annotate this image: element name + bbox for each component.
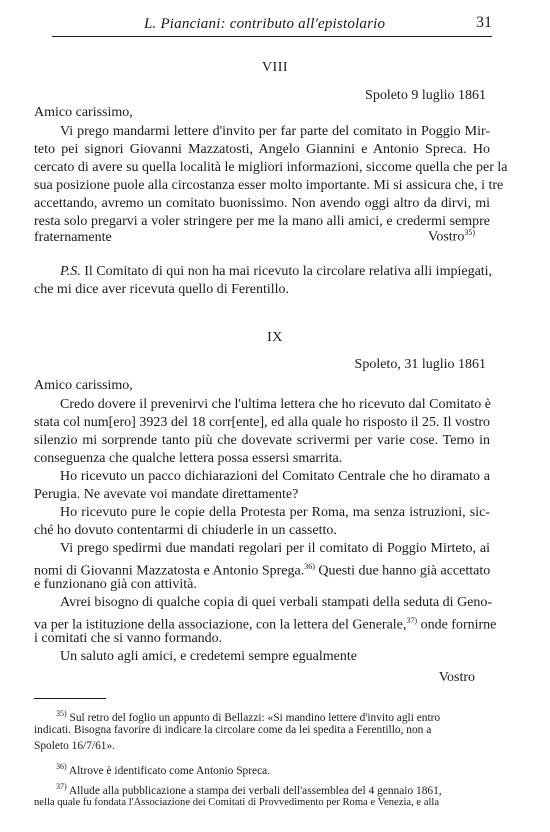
- letter-8-postscript: [60, 263, 493, 281]
- line-text: Questi due hanno già accettato: [318, 563, 491, 579]
- footnote-text: Altrove è identificato come Antonio Spreca.: [68, 764, 271, 777]
- letter-8-line: teto pei signori Giovanni Mazzatosti, Angelo Giannini e Antonio Spreca. Ho: [34, 142, 490, 157]
- letter-8-line: fraternamente: [34, 230, 112, 245]
- letter-8-line: sua posizione puole alla circostanza esser molto importante. Mi si assicura che, i tre: [34, 178, 504, 193]
- ps-line: Il Comitato di qui non ha mai ricevuto la circolare relativa alli impiegati,: [84, 264, 493, 279]
- footnote-text: Sul retro del foglio un appunto di Bellazzi: «Si mandino lettere d'invito agli entro: [69, 711, 441, 724]
- footnote-36: [56, 759, 270, 779]
- letter-8-line: Vi prego mandarmi lettere d'invito per far parte del comitato in Poggio Mir-: [60, 124, 490, 139]
- footnote-line: Spoleto 16/7/61».: [34, 740, 116, 752]
- letter-9-line: Vi prego spedirmi due mandati regolari per il comitato di Poggio Mirteto, ai: [60, 541, 490, 556]
- line-text: onde fornirne: [420, 617, 497, 633]
- header-title: L. Pianciani: contributo all'epistolario: [144, 16, 386, 32]
- letter-9-place-date: Spoleto, 31 luglio 1861: [354, 357, 486, 372]
- letter-8-numeral: VIII: [261, 60, 289, 75]
- letter-8-place-date: Spoleto 9 luglio 1861: [365, 88, 486, 103]
- letter-9-line: ché ho dovuto contentarmi di chiuderle in un cassetto.: [34, 523, 337, 538]
- footnote-line: nella quale fu fondata l'Associazione dei Comitati di Provvedimento per Roma e Venezia, e alla: [34, 797, 440, 808]
- letter-8-line: resta solo pregarvi a voler stringere per me la mano alli amici, e credermi sempre: [34, 214, 490, 229]
- letter-9-line: stata col num[ero] 3923 del 18 corr[ente], ed alla quale ho risposto il 25. Il vostro: [34, 415, 491, 430]
- line-text: va per la istituzione della associazione, con la lettera del Generale,: [34, 617, 407, 633]
- page-number: 31: [476, 14, 492, 31]
- ps-line: che mi dice aver ricevuta quello di Ferentillo.: [34, 282, 290, 297]
- footnote-ref-37: 37): [406, 616, 418, 625]
- letter-9-line: conseguenza che qualche lettera possa essersi smarrita.: [34, 451, 343, 466]
- running-header: [52, 14, 492, 37]
- letter-8-line: accettando, avremo un comitato buonissimo. Non avendo oggi altro da dirvi, mi: [34, 196, 490, 211]
- letter-9-line: e funzionano già con attività.: [34, 577, 197, 592]
- ps-label: P.S.: [60, 264, 81, 279]
- letter-9-line: Avrei bisogno di qualche copia di quei verbali stampati della seduta di Geno-: [60, 595, 493, 610]
- footnote-line: indicati. Bisogna favorire di indicare la circolare come da lei spedita a Ferentillo, non a: [34, 724, 432, 736]
- letter-9-line: Un saluto agli amici, e credetemi sempre egualmente: [60, 649, 357, 664]
- letter-9-salutation: Amico carissimo,: [34, 378, 133, 393]
- letter-9-line: i comitati che si vanno formando.: [34, 631, 223, 646]
- footnote-divider: [34, 698, 106, 699]
- letter-9-signature: Vostro: [438, 670, 475, 685]
- line-text: nomi di Giovanni Mazzatosta e Antonio Sprega.: [34, 563, 305, 579]
- letter-9-line: Ho ricevuto un pacco dichiarazioni del Comitato Centrale che ho diramato a: [60, 469, 490, 484]
- letter-9-line: Perugia. Ne avevate voi mandate direttamente?: [34, 487, 299, 502]
- letter-8-salutation: Amico carissimo,: [34, 105, 133, 120]
- footnote-ref-36: 36): [304, 562, 315, 571]
- letter-8-signature: [428, 228, 475, 246]
- footnote-text: Allude alla pubblicazione a stampa dei verbali dell'assemblea del 4 gennaio 1861,: [68, 784, 442, 797]
- footnote-number: 37): [56, 782, 67, 791]
- letter-9-line: Credo dovere il prevenirvi che l'ultima lettera che ho ricevuto dal Comitato è: [60, 397, 491, 412]
- letter-9-line: Ho ricevuto pure le copie della Protesta per Roma, ma senza istruzioni, sic-: [60, 505, 490, 520]
- letter-8-line: cercato di avere su quella località le migliori informazioni, siccome quella che per la: [34, 160, 508, 175]
- footnote-number: 35): [56, 709, 67, 718]
- footnote-number: 36): [56, 762, 67, 771]
- signature-text: Vostro: [428, 229, 465, 245]
- letter-9-line: silenzio mi sorprende tanto più che dovevate scrivermi per varie cose. Temo in: [34, 433, 490, 448]
- letter-9-numeral: IX: [267, 330, 283, 345]
- footnote-ref-35: 35): [464, 228, 475, 237]
